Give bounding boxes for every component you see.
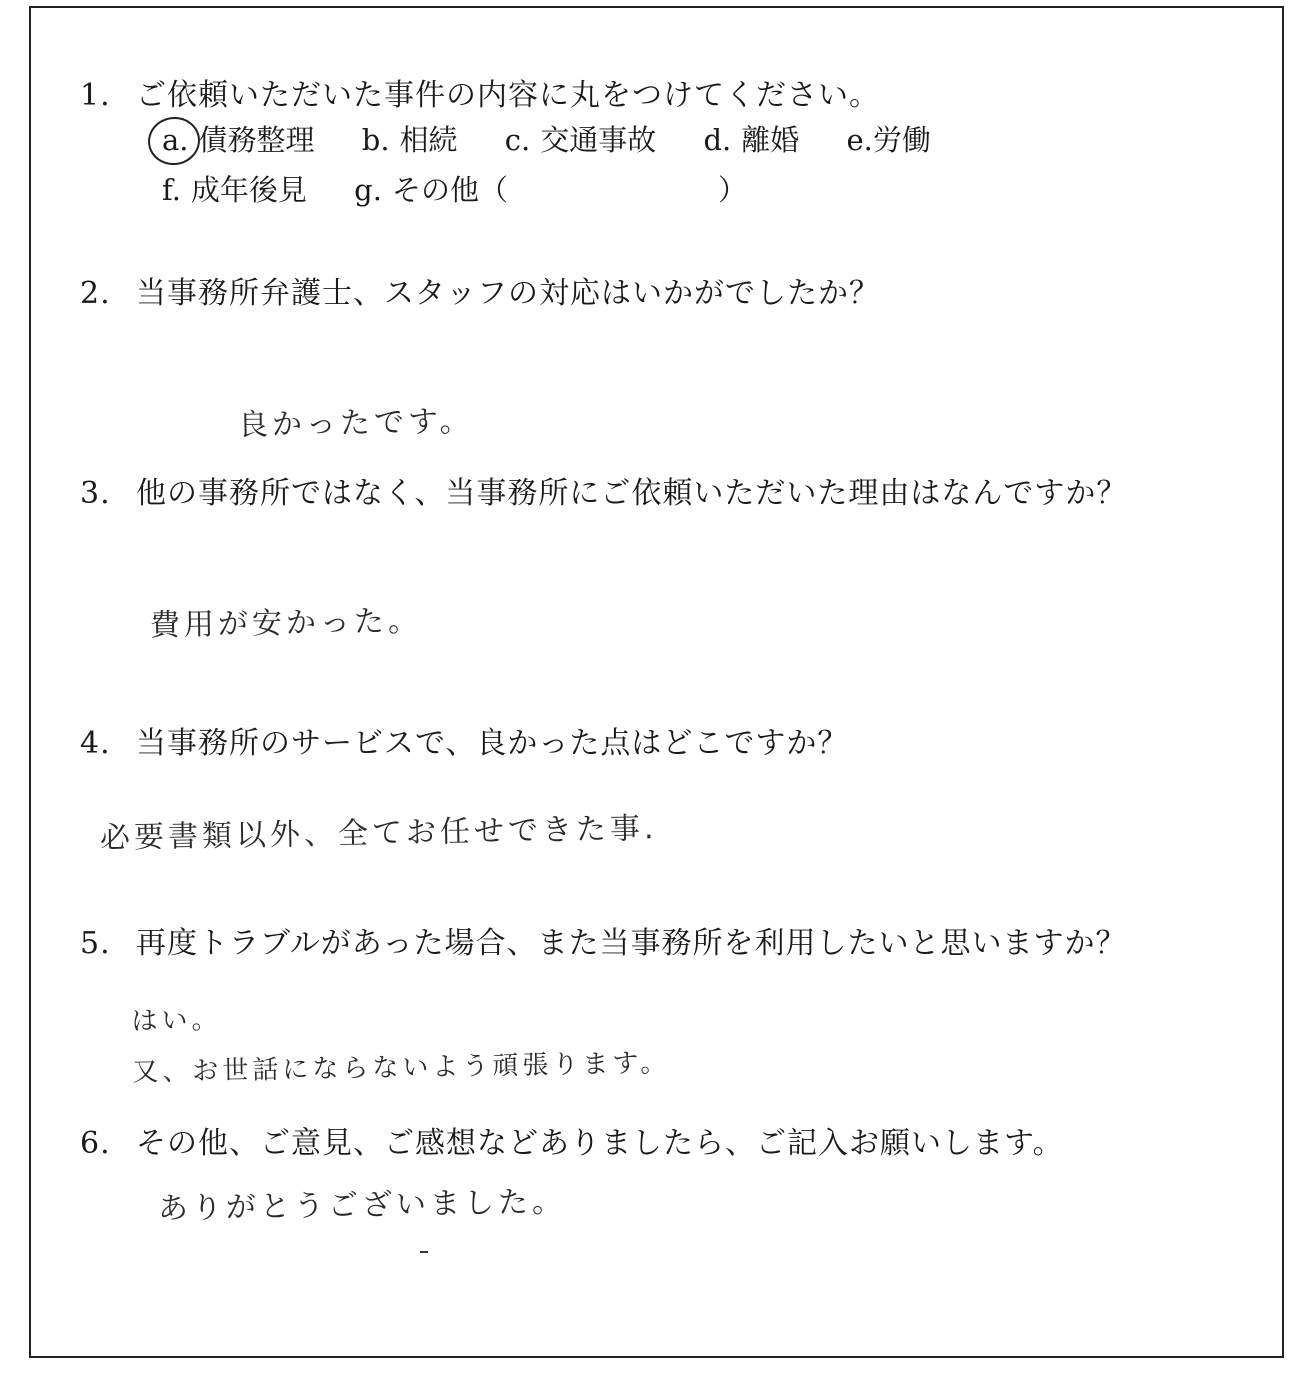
question-2-text: 当事務所弁護士、スタッフの対応はいかがでしたか？: [136, 276, 880, 311]
answer-6-line-1: ありがとうございました。: [157, 1184, 567, 1227]
question-5-number: 5.: [80, 926, 111, 961]
answer-3-line-1: 費用が安かった。: [149, 603, 423, 644]
option-c-traffic[interactable]: [505, 118, 656, 159]
question-2: [80, 268, 880, 312]
option-f-guardianship[interactable]: [162, 168, 307, 209]
question-4-number: 4.: [80, 726, 111, 761]
answer-2-line-1: 良かったです。: [237, 403, 474, 444]
option-e-labor[interactable]: [847, 118, 931, 159]
question-3-number: 3.: [80, 476, 111, 511]
option-d-divorce[interactable]: [703, 118, 799, 159]
case-type-options-row-1: [162, 118, 969, 159]
option-g-label: その他（: [391, 173, 508, 207]
answer-5-line-2: 又、お世話にならないよう頑張ります。: [132, 1048, 671, 1088]
option-b-label: 相続: [399, 123, 458, 157]
option-b-letter: b.: [361, 123, 390, 157]
question-3: [80, 468, 1127, 512]
answer-5-handwritten: [131, 991, 671, 1102]
option-b-inheritance[interactable]: [362, 118, 458, 159]
answer-5-line-1: はい。: [131, 1005, 222, 1037]
option-e-label: 労働: [872, 123, 931, 157]
question-4: [80, 718, 848, 762]
question-6-number: 6.: [80, 1126, 111, 1161]
option-f-label: 成年後見: [190, 173, 307, 207]
case-type-options-row-2: [162, 168, 785, 209]
option-f-letter: f.: [162, 173, 181, 207]
question-5: [80, 918, 1127, 962]
answer-4-line-1: 必要書類以外、全てお任せできた事.: [99, 811, 658, 856]
option-d-letter: d.: [703, 123, 732, 157]
answer-6-handwritten: [158, 1176, 567, 1241]
question-5-text: 再度トラブルがあった場合、また当事務所を利用したいと思いますか？: [136, 926, 1127, 961]
option-c-letter: c.: [504, 123, 531, 157]
option-a-label: 債務整理: [198, 123, 315, 157]
option-g-other[interactable]: [354, 168, 747, 209]
option-a-debt[interactable]: [162, 118, 315, 159]
question-1: [80, 70, 880, 114]
option-c-label: 交通事故: [540, 123, 657, 157]
other-close-paren: ）: [717, 173, 747, 207]
answer-4-handwritten: [100, 803, 658, 871]
question-3-text: 他の事務所ではなく、当事務所にご依頼いただいた理由はなんですか？: [136, 476, 1128, 511]
question-6: [80, 1118, 1064, 1162]
pen-stray-mark: [420, 1251, 428, 1253]
option-a-letter: a.: [162, 123, 189, 157]
option-d-label: 離婚: [741, 123, 800, 157]
answer-2-handwritten: [238, 396, 475, 458]
answer-3-handwritten: [150, 596, 423, 659]
question-1-number: 1.: [80, 78, 111, 113]
option-g-letter: g.: [354, 173, 382, 207]
question-2-number: 2.: [80, 276, 111, 311]
question-6-text: その他、ご意見、ご感想などありましたら、ご記入お願いします。: [136, 1126, 1064, 1161]
option-e-letter: e.: [846, 123, 873, 157]
question-1-text: ご依頼いただいた事件の内容に丸をつけてください。: [136, 78, 880, 113]
question-4-text: 当事務所のサービスで、良かった点はどこですか？: [136, 726, 849, 761]
